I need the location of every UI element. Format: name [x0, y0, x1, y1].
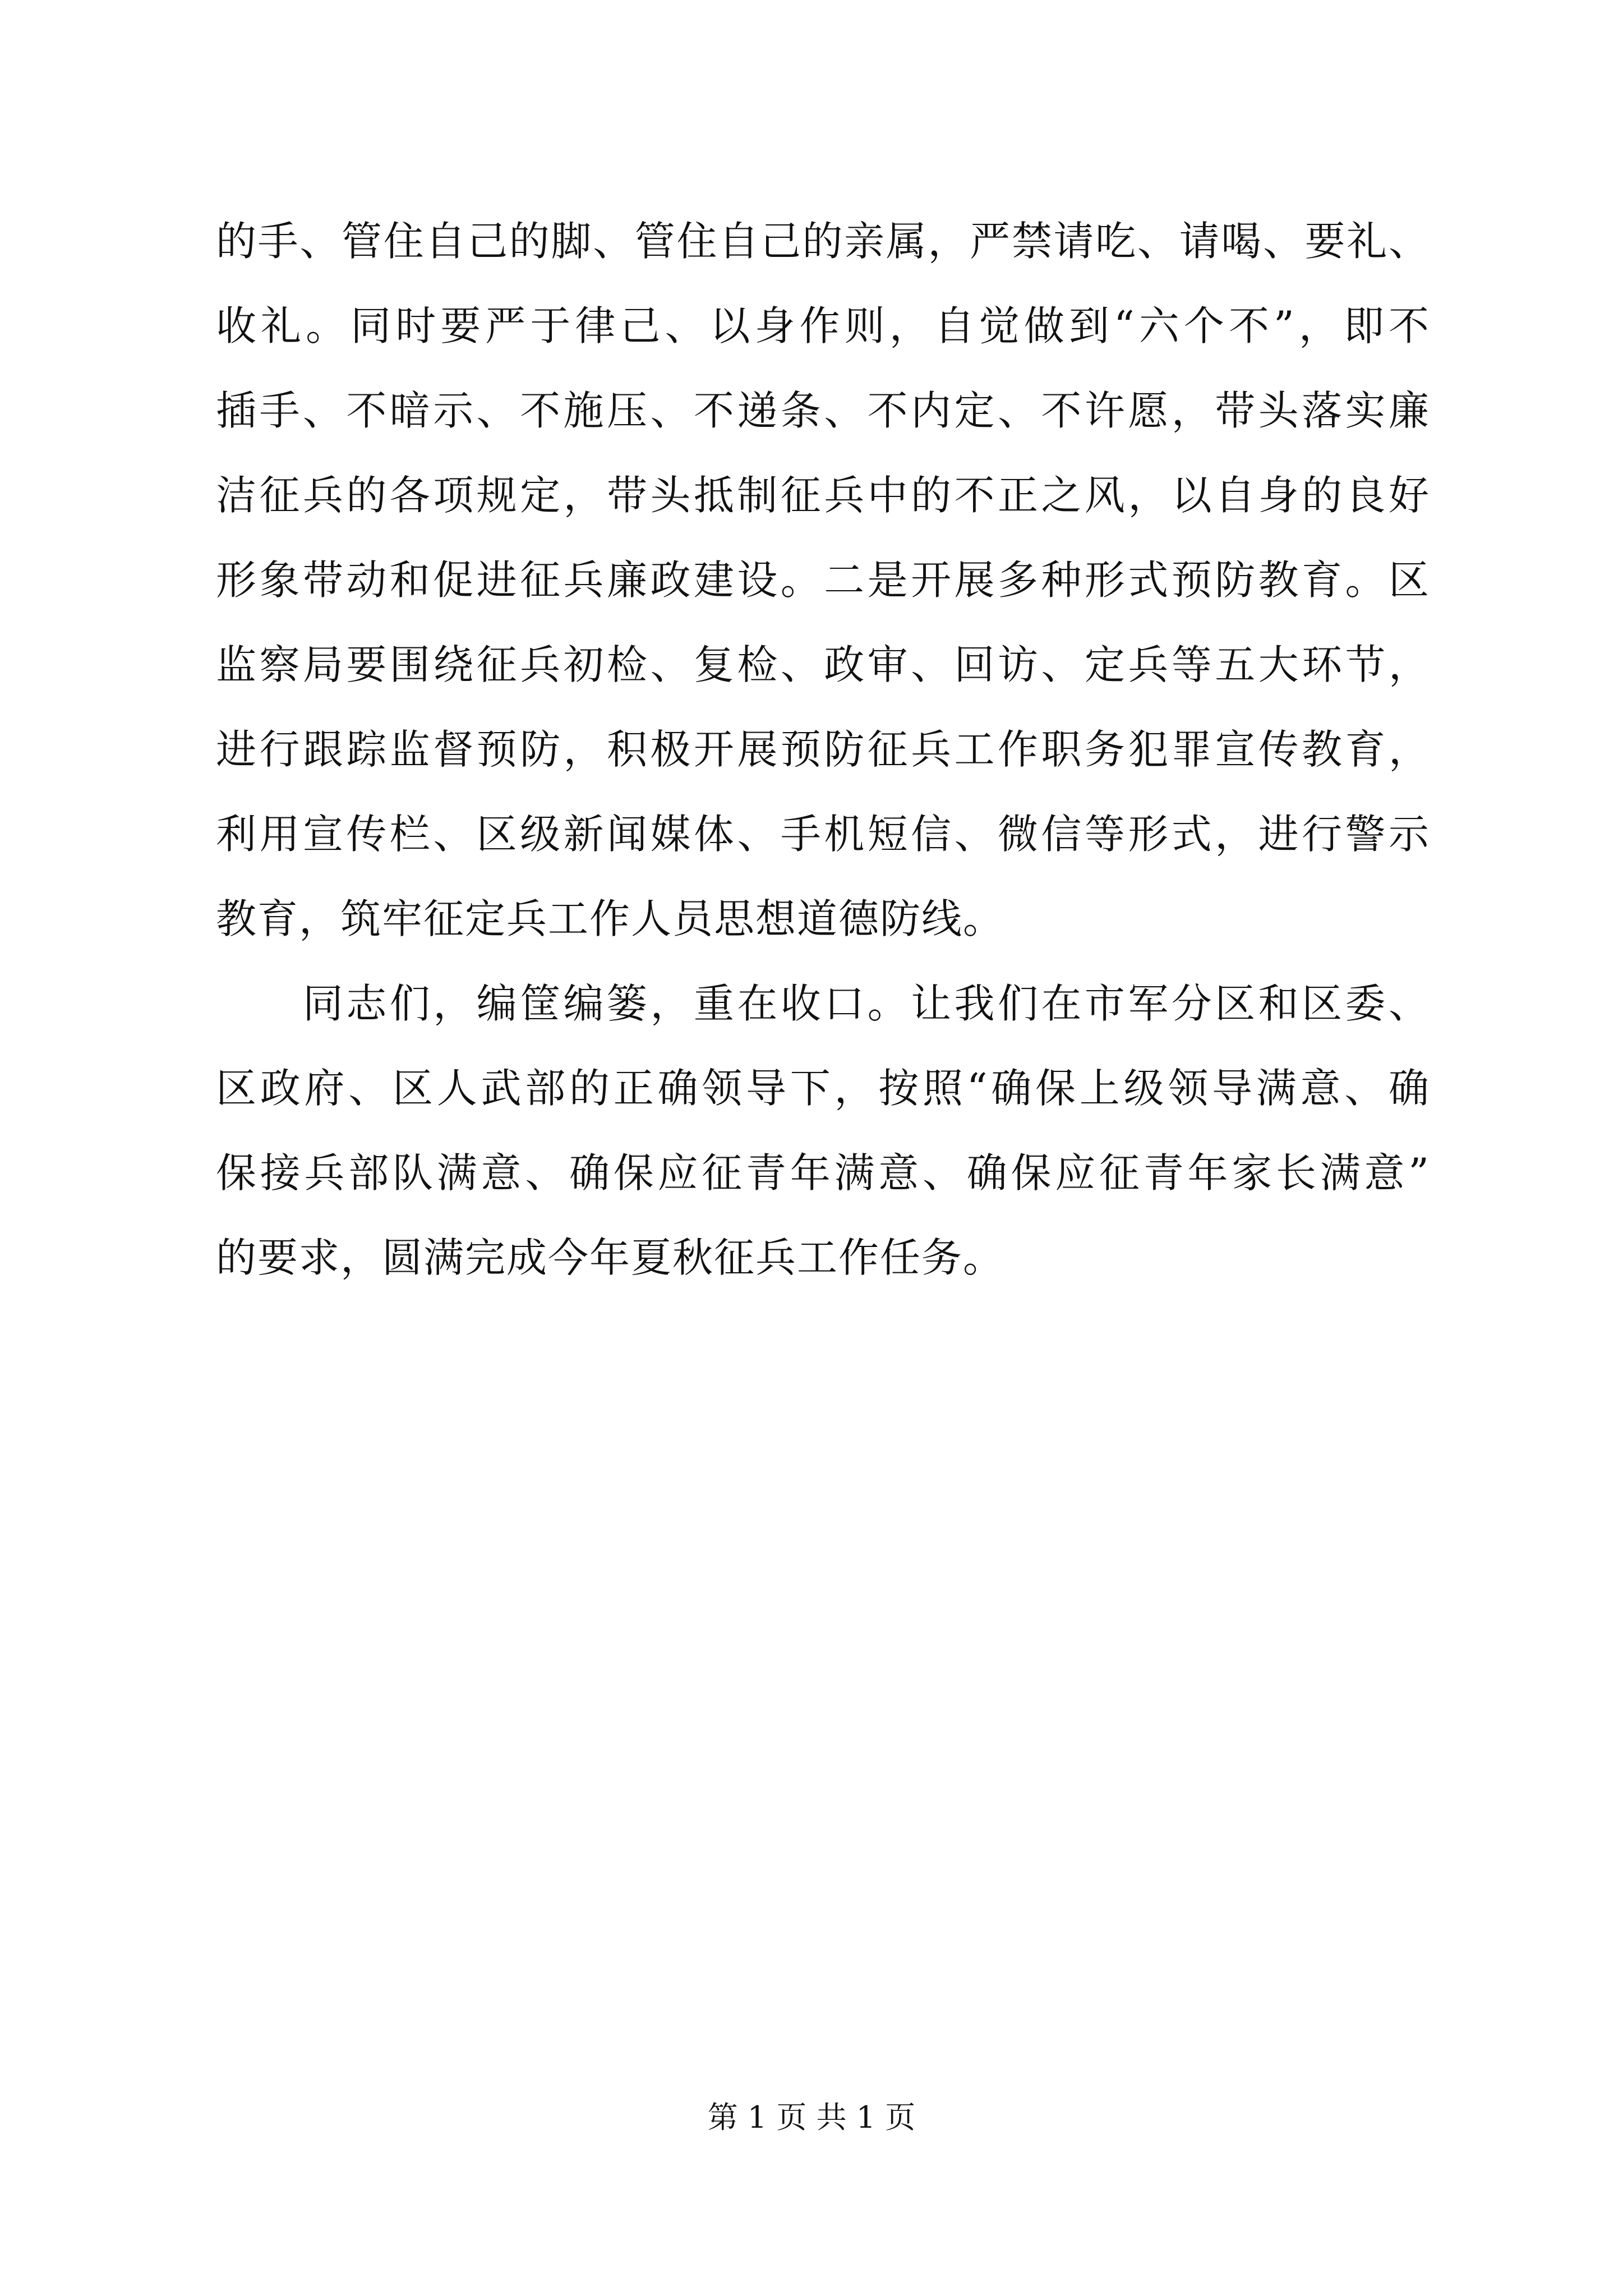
text-line-2: 收礼。同时要严于律己、以身作则，自觉做到“六个不”，即不: [216, 302, 1430, 349]
page-footer: [0, 2095, 1623, 2140]
text-line-11: 区政府、区人武部的正确领导下，按照“确保上级领导满意、确: [216, 1065, 1430, 1112]
text-line-13: 的要求，圆满完成今年夏秋征兵工作任务。: [216, 1234, 1005, 1281]
document-body: [216, 199, 1430, 1300]
text-line-3: 插手、不暗示、不施压、不递条、不内定、不许愿，带头落实廉: [216, 387, 1430, 434]
text-line-8: 利用宣传栏、区级新闻媒体、手机短信、微信等形式，进行警示: [216, 811, 1430, 858]
text-line-9: 教育，筑牢征定兵工作人员思想道德防线。: [216, 895, 1005, 942]
text-line-6: 监察局要围绕征兵初检、复检、政审、回访、定兵等五大环节，: [216, 641, 1430, 688]
text-line-12: 保接兵部队满意、确保应征青年满意、确保应征青年家长满意”: [216, 1149, 1430, 1197]
text-line-1: 的手、管住自己的脚、管住自己的亲属，严禁请吃、请喝、要礼、: [216, 218, 1430, 265]
text-line-5: 形象带动和促进征兵廉政建设。二是开展多种形式预防教育。区: [216, 556, 1430, 604]
text-line-7: 进行跟踪监督预防，积极开展预防征兵工作职务犯罪宣传教育，: [216, 726, 1430, 773]
page-number-label: 第 1 页 共 1 页: [707, 2100, 916, 2135]
text-line-4: 洁征兵的各项规定，带头抵制征兵中的不正之风，以自身的良好: [216, 472, 1430, 519]
text-line-10: 同志们，编筐编篓，重在收口。让我们在市军分区和区委、: [216, 980, 1430, 1027]
